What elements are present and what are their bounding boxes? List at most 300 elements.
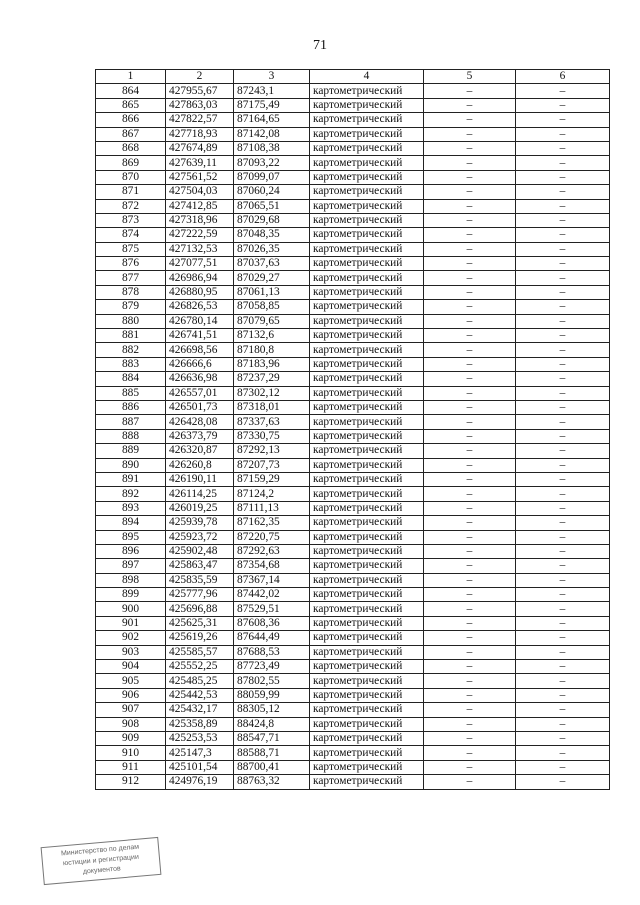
cell-col-5: –	[424, 271, 516, 285]
cell-y-coordinate: 87330,75	[234, 429, 310, 443]
cell-x-coordinate: 425939,78	[166, 516, 234, 530]
cell-point-number: 907	[96, 703, 166, 717]
cell-point-number: 897	[96, 559, 166, 573]
cell-method: картометрический	[310, 329, 424, 343]
cell-x-coordinate: 426501,73	[166, 400, 234, 414]
table-row	[96, 616, 610, 630]
cell-col-6: –	[516, 372, 610, 386]
cell-point-number: 866	[96, 113, 166, 127]
table-row	[96, 156, 610, 170]
cell-col-5: –	[424, 357, 516, 371]
table-row	[96, 257, 610, 271]
cell-y-coordinate: 87802,55	[234, 674, 310, 688]
table-row	[96, 343, 610, 357]
cell-y-coordinate: 87180,8	[234, 343, 310, 357]
cell-y-coordinate: 88424,8	[234, 717, 310, 731]
table-row	[96, 688, 610, 702]
cell-y-coordinate: 87442,02	[234, 588, 310, 602]
cell-col-6: –	[516, 285, 610, 299]
table-body	[96, 84, 610, 789]
cell-y-coordinate: 88305,12	[234, 703, 310, 717]
cell-y-coordinate: 87243,1	[234, 84, 310, 98]
cell-y-coordinate: 87159,29	[234, 472, 310, 486]
cell-col-5: –	[424, 127, 516, 141]
table-row	[96, 487, 610, 501]
cell-method: картометрический	[310, 170, 424, 184]
cell-method: картометрический	[310, 400, 424, 414]
cell-col-6: –	[516, 516, 610, 530]
table-row	[96, 84, 610, 98]
cell-method: картометрический	[310, 487, 424, 501]
cell-method: картометрический	[310, 703, 424, 717]
cell-col-6: –	[516, 688, 610, 702]
cell-col-5: –	[424, 775, 516, 789]
cell-method: картометрический	[310, 113, 424, 127]
cell-y-coordinate: 87354,68	[234, 559, 310, 573]
cell-col-6: –	[516, 156, 610, 170]
table-row	[96, 775, 610, 789]
cell-method: картометрический	[310, 472, 424, 486]
cell-x-coordinate: 425552,25	[166, 660, 234, 674]
cell-y-coordinate: 87099,07	[234, 170, 310, 184]
cell-point-number: 874	[96, 228, 166, 242]
cell-point-number: 887	[96, 415, 166, 429]
cell-method: картометрический	[310, 213, 424, 227]
cell-point-number: 875	[96, 242, 166, 256]
cell-method: картометрический	[310, 185, 424, 199]
cell-method: картометрический	[310, 415, 424, 429]
cell-y-coordinate: 87367,14	[234, 573, 310, 587]
cell-method: картометрический	[310, 645, 424, 659]
cell-point-number: 869	[96, 156, 166, 170]
cell-method: картометрический	[310, 588, 424, 602]
cell-col-6: –	[516, 386, 610, 400]
cell-col-5: –	[424, 660, 516, 674]
table-row	[96, 185, 610, 199]
cell-y-coordinate: 87237,29	[234, 372, 310, 386]
cell-y-coordinate: 87220,75	[234, 530, 310, 544]
cell-y-coordinate: 87065,51	[234, 199, 310, 213]
cell-col-6: –	[516, 170, 610, 184]
cell-method: картометрический	[310, 616, 424, 630]
cell-col-6: –	[516, 544, 610, 558]
cell-x-coordinate: 427639,11	[166, 156, 234, 170]
cell-method: картометрический	[310, 631, 424, 645]
cell-point-number: 888	[96, 429, 166, 443]
table-row	[96, 458, 610, 472]
cell-col-5: –	[424, 213, 516, 227]
cell-point-number: 865	[96, 98, 166, 112]
cell-method: картометрический	[310, 559, 424, 573]
cell-x-coordinate: 427412,85	[166, 199, 234, 213]
cell-method: картометрический	[310, 429, 424, 443]
cell-col-6: –	[516, 501, 610, 515]
cell-method: картометрический	[310, 141, 424, 155]
cell-method: картометрический	[310, 458, 424, 472]
cell-col-5: –	[424, 530, 516, 544]
table-row	[96, 170, 610, 184]
cell-method: картометрический	[310, 573, 424, 587]
cell-col-6: –	[516, 185, 610, 199]
cell-point-number: 868	[96, 141, 166, 155]
cell-method: картометрический	[310, 674, 424, 688]
cell-col-5: –	[424, 372, 516, 386]
cell-col-5: –	[424, 199, 516, 213]
table-row	[96, 674, 610, 688]
cell-x-coordinate: 426666,6	[166, 357, 234, 371]
cell-point-number: 879	[96, 300, 166, 314]
cell-col-5: –	[424, 314, 516, 328]
cell-x-coordinate: 425863,47	[166, 559, 234, 573]
cell-col-6: –	[516, 300, 610, 314]
cell-col-5: –	[424, 113, 516, 127]
cell-x-coordinate: 426780,14	[166, 314, 234, 328]
cell-y-coordinate: 87608,36	[234, 616, 310, 630]
cell-y-coordinate: 87048,35	[234, 228, 310, 242]
cell-col-6: –	[516, 760, 610, 774]
stamp-line: документов	[82, 865, 121, 876]
cell-col-6: –	[516, 199, 610, 213]
table-row	[96, 213, 610, 227]
cell-col-6: –	[516, 113, 610, 127]
cell-col-6: –	[516, 141, 610, 155]
cell-y-coordinate: 87037,63	[234, 257, 310, 271]
cell-y-coordinate: 87162,35	[234, 516, 310, 530]
table-row	[96, 113, 610, 127]
cell-col-5: –	[424, 717, 516, 731]
cell-col-6: –	[516, 98, 610, 112]
cell-col-5: –	[424, 645, 516, 659]
cell-x-coordinate: 425625,31	[166, 616, 234, 630]
table-row	[96, 329, 610, 343]
table-row	[96, 660, 610, 674]
cell-x-coordinate: 425696,88	[166, 602, 234, 616]
cell-col-5: –	[424, 400, 516, 414]
cell-method: картометрический	[310, 386, 424, 400]
cell-method: картометрический	[310, 314, 424, 328]
cell-y-coordinate: 87079,65	[234, 314, 310, 328]
cell-col-6: –	[516, 357, 610, 371]
table-row	[96, 98, 610, 112]
cell-point-number: 884	[96, 372, 166, 386]
cell-method: картометрический	[310, 300, 424, 314]
cell-y-coordinate: 87292,63	[234, 544, 310, 558]
table-row	[96, 573, 610, 587]
cell-point-number: 904	[96, 660, 166, 674]
cell-col-6: –	[516, 343, 610, 357]
cell-y-coordinate: 87029,27	[234, 271, 310, 285]
table-row	[96, 127, 610, 141]
cell-col-5: –	[424, 156, 516, 170]
cell-y-coordinate: 88588,71	[234, 746, 310, 760]
cell-col-5: –	[424, 616, 516, 630]
cell-col-5: –	[424, 300, 516, 314]
coordinates-table	[95, 69, 610, 790]
cell-x-coordinate: 426741,51	[166, 329, 234, 343]
cell-x-coordinate: 427132,53	[166, 242, 234, 256]
cell-y-coordinate: 87292,13	[234, 444, 310, 458]
cell-method: картометрический	[310, 372, 424, 386]
cell-y-coordinate: 87688,53	[234, 645, 310, 659]
table-header-row	[96, 70, 610, 84]
cell-y-coordinate: 88763,32	[234, 775, 310, 789]
cell-y-coordinate: 87026,35	[234, 242, 310, 256]
cell-point-number: 873	[96, 213, 166, 227]
cell-point-number: 912	[96, 775, 166, 789]
table-row	[96, 645, 610, 659]
cell-y-coordinate: 87337,63	[234, 415, 310, 429]
cell-col-6: –	[516, 616, 610, 630]
cell-point-number: 872	[96, 199, 166, 213]
cell-col-5: –	[424, 760, 516, 774]
header-col-6: 6	[516, 70, 610, 84]
cell-y-coordinate: 87124,2	[234, 487, 310, 501]
cell-col-5: –	[424, 588, 516, 602]
cell-x-coordinate: 427318,96	[166, 213, 234, 227]
cell-method: картометрический	[310, 257, 424, 271]
cell-col-5: –	[424, 98, 516, 112]
cell-col-6: –	[516, 674, 610, 688]
cell-point-number: 896	[96, 544, 166, 558]
cell-method: картометрический	[310, 357, 424, 371]
cell-point-number: 877	[96, 271, 166, 285]
cell-col-5: –	[424, 472, 516, 486]
cell-col-5: –	[424, 501, 516, 515]
cell-point-number: 867	[96, 127, 166, 141]
table-row	[96, 588, 610, 602]
cell-x-coordinate: 425585,57	[166, 645, 234, 659]
cell-x-coordinate: 425253,53	[166, 731, 234, 745]
cell-point-number: 900	[96, 602, 166, 616]
cell-point-number: 880	[96, 314, 166, 328]
table-row	[96, 559, 610, 573]
cell-x-coordinate: 425358,89	[166, 717, 234, 731]
cell-method: картометрический	[310, 775, 424, 789]
cell-y-coordinate: 87142,08	[234, 127, 310, 141]
cell-point-number: 905	[96, 674, 166, 688]
cell-x-coordinate: 425101,54	[166, 760, 234, 774]
cell-x-coordinate: 425147,3	[166, 746, 234, 760]
cell-col-6: –	[516, 458, 610, 472]
cell-col-5: –	[424, 516, 516, 530]
cell-col-5: –	[424, 285, 516, 299]
cell-col-5: –	[424, 559, 516, 573]
cell-x-coordinate: 426636,98	[166, 372, 234, 386]
cell-y-coordinate: 87175,49	[234, 98, 310, 112]
cell-point-number: 909	[96, 731, 166, 745]
cell-point-number: 882	[96, 343, 166, 357]
cell-col-5: –	[424, 631, 516, 645]
cell-point-number: 885	[96, 386, 166, 400]
cell-y-coordinate: 87093,22	[234, 156, 310, 170]
cell-x-coordinate: 426698,56	[166, 343, 234, 357]
cell-col-5: –	[424, 170, 516, 184]
cell-y-coordinate: 87644,49	[234, 631, 310, 645]
table-row	[96, 472, 610, 486]
cell-x-coordinate: 427077,51	[166, 257, 234, 271]
cell-col-6: –	[516, 257, 610, 271]
cell-col-5: –	[424, 688, 516, 702]
header-col-2: 2	[166, 70, 234, 84]
cell-y-coordinate: 87029,68	[234, 213, 310, 227]
cell-col-6: –	[516, 573, 610, 587]
cell-x-coordinate: 426986,94	[166, 271, 234, 285]
table-row	[96, 357, 610, 371]
cell-x-coordinate: 426260,8	[166, 458, 234, 472]
cell-col-5: –	[424, 228, 516, 242]
table-row	[96, 386, 610, 400]
cell-col-6: –	[516, 400, 610, 414]
cell-point-number: 901	[96, 616, 166, 630]
cell-col-5: –	[424, 674, 516, 688]
table-row	[96, 199, 610, 213]
cell-col-6: –	[516, 314, 610, 328]
cell-y-coordinate: 87723,49	[234, 660, 310, 674]
cell-col-5: –	[424, 602, 516, 616]
cell-method: картометрический	[310, 516, 424, 530]
cell-col-6: –	[516, 731, 610, 745]
cell-y-coordinate: 88700,41	[234, 760, 310, 774]
cell-y-coordinate: 88059,99	[234, 688, 310, 702]
cell-col-6: –	[516, 472, 610, 486]
table-row	[96, 429, 610, 443]
table-row	[96, 717, 610, 731]
cell-col-5: –	[424, 386, 516, 400]
cell-col-5: –	[424, 415, 516, 429]
cell-col-6: –	[516, 228, 610, 242]
table-row	[96, 544, 610, 558]
table-row	[96, 703, 610, 717]
cell-method: картометрический	[310, 660, 424, 674]
cell-point-number: 881	[96, 329, 166, 343]
cell-x-coordinate: 425902,48	[166, 544, 234, 558]
cell-point-number: 899	[96, 588, 166, 602]
cell-y-coordinate: 87111,13	[234, 501, 310, 515]
cell-point-number: 886	[96, 400, 166, 414]
cell-x-coordinate: 425619,26	[166, 631, 234, 645]
cell-col-6: –	[516, 559, 610, 573]
cell-col-6: –	[516, 444, 610, 458]
cell-x-coordinate: 427822,57	[166, 113, 234, 127]
cell-point-number: 876	[96, 257, 166, 271]
cell-method: картометрический	[310, 242, 424, 256]
cell-y-coordinate: 87060,24	[234, 185, 310, 199]
cell-method: картометрический	[310, 602, 424, 616]
registration-stamp	[41, 837, 162, 885]
cell-method: картометрический	[310, 343, 424, 357]
cell-method: картометрический	[310, 731, 424, 745]
table-row	[96, 501, 610, 515]
cell-method: картометрический	[310, 530, 424, 544]
table-row	[96, 415, 610, 429]
cell-x-coordinate: 426826,53	[166, 300, 234, 314]
cell-col-6: –	[516, 602, 610, 616]
cell-col-6: –	[516, 588, 610, 602]
cell-col-6: –	[516, 127, 610, 141]
table-row	[96, 314, 610, 328]
cell-x-coordinate: 427955,67	[166, 84, 234, 98]
cell-point-number: 870	[96, 170, 166, 184]
cell-col-5: –	[424, 731, 516, 745]
cell-method: картометрический	[310, 717, 424, 731]
cell-col-5: –	[424, 746, 516, 760]
cell-point-number: 902	[96, 631, 166, 645]
cell-col-5: –	[424, 257, 516, 271]
cell-x-coordinate: 426114,25	[166, 487, 234, 501]
cell-col-6: –	[516, 660, 610, 674]
cell-point-number: 906	[96, 688, 166, 702]
cell-col-5: –	[424, 458, 516, 472]
cell-method: картометрический	[310, 84, 424, 98]
cell-x-coordinate: 426320,87	[166, 444, 234, 458]
cell-method: картометрический	[310, 271, 424, 285]
cell-col-6: –	[516, 703, 610, 717]
stamp-line: Министерство по делам	[60, 843, 140, 858]
table-row	[96, 746, 610, 760]
table-row	[96, 731, 610, 745]
cell-col-6: –	[516, 415, 610, 429]
cell-point-number: 892	[96, 487, 166, 501]
cell-x-coordinate: 425442,53	[166, 688, 234, 702]
cell-col-6: –	[516, 645, 610, 659]
cell-x-coordinate: 424976,19	[166, 775, 234, 789]
cell-method: картометрический	[310, 228, 424, 242]
table-row	[96, 300, 610, 314]
cell-x-coordinate: 425432,17	[166, 703, 234, 717]
cell-point-number: 893	[96, 501, 166, 515]
cell-method: картометрический	[310, 501, 424, 515]
cell-x-coordinate: 427222,59	[166, 228, 234, 242]
cell-method: картометрический	[310, 444, 424, 458]
cell-col-5: –	[424, 444, 516, 458]
cell-y-coordinate: 87061,13	[234, 285, 310, 299]
cell-method: картометрический	[310, 746, 424, 760]
cell-point-number: 891	[96, 472, 166, 486]
cell-x-coordinate: 425485,25	[166, 674, 234, 688]
header-col-5: 5	[424, 70, 516, 84]
cell-x-coordinate: 427504,03	[166, 185, 234, 199]
header-col-4: 4	[310, 70, 424, 84]
cell-method: картометрический	[310, 98, 424, 112]
cell-col-6: –	[516, 487, 610, 501]
cell-col-5: –	[424, 185, 516, 199]
cell-col-5: –	[424, 343, 516, 357]
cell-y-coordinate: 87302,12	[234, 386, 310, 400]
cell-method: картометрический	[310, 199, 424, 213]
cell-point-number: 911	[96, 760, 166, 774]
table-row	[96, 372, 610, 386]
cell-col-6: –	[516, 631, 610, 645]
cell-x-coordinate: 427674,89	[166, 141, 234, 155]
table-row	[96, 760, 610, 774]
cell-col-5: –	[424, 487, 516, 501]
cell-col-5: –	[424, 242, 516, 256]
cell-point-number: 890	[96, 458, 166, 472]
cell-y-coordinate: 87108,38	[234, 141, 310, 155]
cell-y-coordinate: 88547,71	[234, 731, 310, 745]
table-row	[96, 271, 610, 285]
cell-y-coordinate: 87132,6	[234, 329, 310, 343]
cell-point-number: 889	[96, 444, 166, 458]
cell-point-number: 898	[96, 573, 166, 587]
cell-point-number: 908	[96, 717, 166, 731]
cell-x-coordinate: 425835,59	[166, 573, 234, 587]
cell-col-5: –	[424, 544, 516, 558]
table-row	[96, 444, 610, 458]
table-row	[96, 631, 610, 645]
page-number: 71	[313, 38, 327, 53]
cell-point-number: 894	[96, 516, 166, 530]
